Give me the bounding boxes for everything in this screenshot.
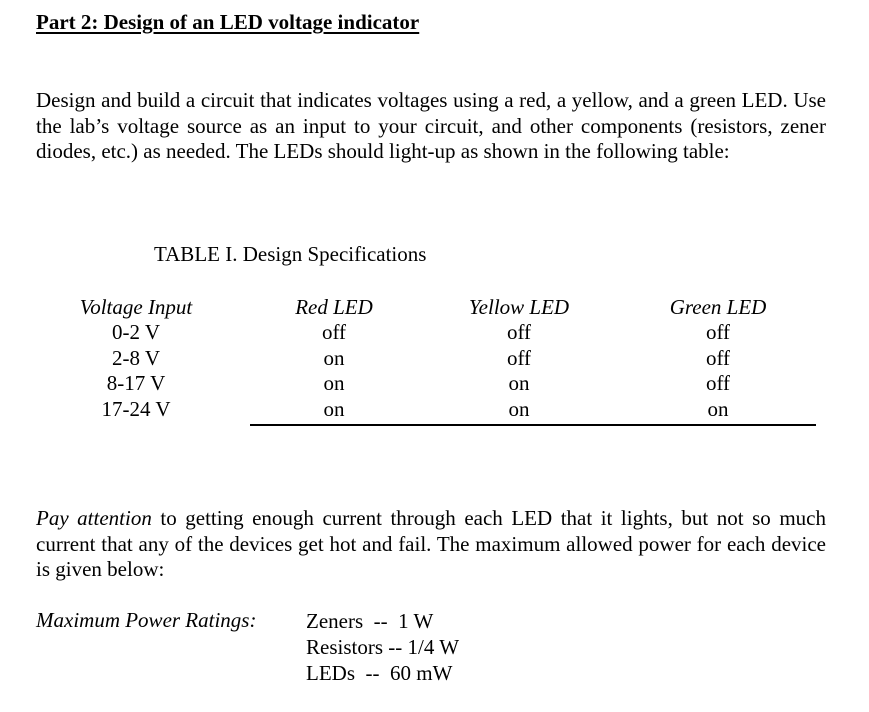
caution-text: to getting enough current through each LED that it lights, but not so much current that any of the devices get hot and fail. The maximum allowed power for each device is given below: xyxy=(36,506,826,581)
table-cell: on xyxy=(323,396,345,421)
emphasis-text: Pay attention xyxy=(36,506,152,530)
table-cell: off xyxy=(705,320,731,344)
table-cell: off xyxy=(705,345,731,370)
table-cell: off xyxy=(506,320,532,344)
power-ratings-label: Maximum Power Ratings: xyxy=(36,608,257,632)
table-cell: 0-2 V xyxy=(111,320,161,344)
table-cell: on xyxy=(323,345,345,370)
table-caption: TABLE I. Design Specifications xyxy=(154,242,427,266)
table-cell: on xyxy=(707,396,729,421)
table-cell: 8-17 V xyxy=(106,371,166,395)
table-cell: on xyxy=(508,371,530,395)
caution-paragraph xyxy=(36,506,826,583)
table-cell: on xyxy=(508,396,530,421)
column-header-voltage-input: Voltage Input xyxy=(79,295,193,319)
rating-resistors: Resistors -- 1/4 W xyxy=(306,635,460,659)
table-bottom-rule xyxy=(250,424,816,426)
table-cell: off xyxy=(506,345,532,370)
table-cell: off xyxy=(321,320,347,344)
yellow-led-column xyxy=(444,294,594,422)
rating-zeners: Zeners -- 1 W xyxy=(306,609,434,633)
voltage-input-column xyxy=(66,294,206,422)
column-header-yellow-led: Yellow LED xyxy=(468,295,570,319)
table-cell: 2-8 V xyxy=(111,345,161,370)
intro-paragraph: Design and build a circuit that indicates voltages using a red, a yellow, and a green LED. Use the lab’s voltage source as an input to your circuit, and other components (resistors, zener diodes, etc.) as needed. The LEDs should light-up as shown in the following table: xyxy=(36,88,826,163)
rating-leds: LEDs -- 60 mW xyxy=(306,661,453,685)
power-ratings-list xyxy=(306,608,459,686)
green-led-column xyxy=(648,294,788,422)
section-heading: Part 2: Design of an LED voltage indicator xyxy=(36,10,420,34)
column-header-red-led: Red LED xyxy=(295,295,373,319)
table-cell: 17-24 V xyxy=(101,396,171,421)
table-cell: off xyxy=(705,371,731,395)
red-led-column xyxy=(264,294,404,422)
column-header-green-led: Green LED xyxy=(669,295,767,319)
table-cell: on xyxy=(323,371,345,395)
design-spec-table xyxy=(0,294,869,434)
